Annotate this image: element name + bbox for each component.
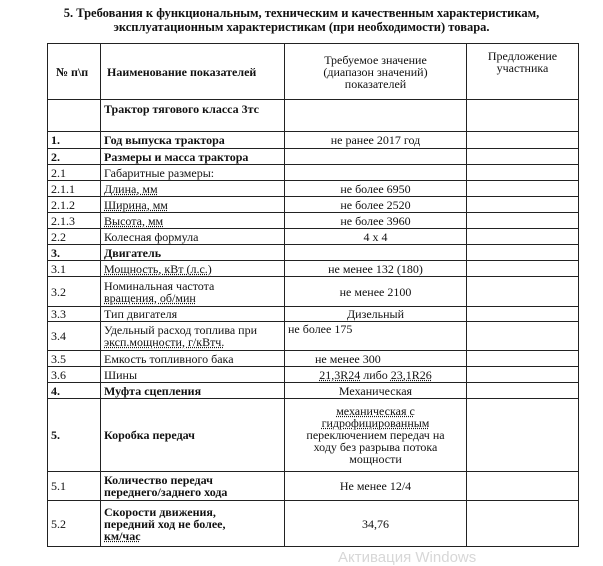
row-value: Дизельный	[285, 307, 467, 322]
row-value-line-1: механическая с	[336, 404, 415, 418]
header-required-value	[285, 44, 467, 100]
table-row	[48, 322, 579, 351]
header-offer-line-1: Предложение	[487, 49, 558, 63]
row-name: Длина, мм	[101, 181, 285, 197]
row-value	[285, 165, 467, 181]
row-value-line-2: гидрофицированным	[321, 416, 430, 430]
row-name: Шины	[101, 367, 285, 383]
row-num: 2.	[48, 149, 101, 165]
row-num: 2.2	[48, 229, 101, 245]
row-num: 3.5	[48, 351, 101, 367]
row-num: 2.1	[48, 165, 101, 181]
header-num: № п\п	[48, 44, 101, 100]
row-name: Габаритные размеры:	[101, 165, 285, 181]
row-value: Не менее 12/4	[285, 472, 467, 501]
row-value-line-5: мощности	[349, 452, 402, 466]
row-name-line-2: переднего/заднего хода	[104, 485, 228, 499]
row-value: Механическая	[285, 383, 467, 399]
row-offer	[467, 399, 579, 472]
table-row	[48, 383, 579, 399]
row-value: 4 х 4	[285, 229, 467, 245]
row-name	[101, 277, 285, 307]
windows-activation-watermark: Активация Windows	[338, 549, 477, 566]
row-name: Емкость топливного бака	[101, 351, 285, 367]
table-row	[48, 367, 579, 383]
row-name: Двигатель	[101, 245, 285, 261]
table-row	[48, 229, 579, 245]
row-offer	[467, 181, 579, 197]
row-offer	[467, 277, 579, 307]
row-offer	[467, 322, 579, 351]
row-offer	[467, 100, 579, 132]
row-name: Год выпуска трактора	[101, 132, 285, 149]
tire-size-b: 23,1R26	[390, 367, 432, 382]
row-offer	[467, 245, 579, 261]
row-name: Мощность, кВт (л.с.)	[101, 261, 285, 277]
row-num: 3.6	[48, 367, 101, 383]
row-name-line-1: Номинальная частота	[104, 278, 215, 293]
tire-size-a: 21,3R24	[319, 367, 361, 382]
tire-size-or: либо	[363, 367, 388, 382]
row-name	[101, 472, 285, 501]
row-offer	[467, 307, 579, 322]
row-value: не более 175	[285, 322, 467, 351]
row-num: 2.1.1	[48, 181, 101, 197]
header-required-line-3: показателей	[344, 76, 407, 91]
row-num: 3.2	[48, 277, 101, 307]
row-value	[285, 100, 467, 132]
row-value: не более 2520	[285, 197, 467, 213]
row-num: 5.	[48, 399, 101, 472]
heading-line-1: 5. Требования к функциональным, техническим и качественным характеристикам,	[63, 6, 540, 20]
row-name: Колесная формула	[101, 229, 285, 245]
row-offer	[467, 351, 579, 367]
row-name: Ширина, мм	[101, 197, 285, 213]
row-offer	[467, 501, 579, 547]
row-name-line-2: передний ход не более,	[104, 516, 226, 531]
table-row	[48, 165, 579, 181]
row-value	[285, 245, 467, 261]
row-name	[101, 322, 285, 351]
row-name-line-1: Скорости движения,	[104, 504, 216, 519]
row-num: 5.2	[48, 501, 101, 547]
table-row	[48, 245, 579, 261]
header-offer-line-2: участника	[496, 61, 549, 75]
table-row	[48, 132, 579, 149]
row-offer	[467, 472, 579, 501]
row-num: 3.	[48, 245, 101, 261]
row-value: не ранее 2017 год	[285, 132, 467, 149]
row-offer	[467, 197, 579, 213]
row-name: Высота, мм	[101, 213, 285, 229]
row-name-line-1: Удельный расход топлива при	[104, 323, 258, 337]
row-offer	[467, 165, 579, 181]
table-row	[48, 472, 579, 501]
row-offer	[467, 149, 579, 165]
row-num: 3.3	[48, 307, 101, 322]
row-num: 3.4	[48, 322, 101, 351]
table-header-row	[48, 44, 579, 100]
row-name	[101, 501, 285, 547]
row-offer	[467, 132, 579, 149]
row-offer	[467, 261, 579, 277]
row-offer	[467, 367, 579, 383]
row-value	[285, 149, 467, 165]
requirements-table	[47, 43, 579, 547]
row-value: не менее 300	[285, 351, 467, 367]
row-name-line-3: км/час	[104, 528, 141, 543]
row-name: Тип двигателя	[101, 307, 285, 322]
row-value: 34,76	[285, 501, 467, 547]
row-num: 2.1.3	[48, 213, 101, 229]
row-offer	[467, 383, 579, 399]
row-num	[48, 100, 101, 132]
table-row	[48, 261, 579, 277]
header-offer	[467, 44, 579, 100]
table-row	[48, 399, 579, 472]
table-row	[48, 501, 579, 547]
header-required-line-2: (диапазон значений)	[323, 64, 428, 79]
row-value: не менее 2100	[285, 277, 467, 307]
row-name: Коробка передач	[101, 399, 285, 472]
row-value: не более 3960	[285, 213, 467, 229]
row-num: 2.1.2	[48, 197, 101, 213]
table-row	[48, 181, 579, 197]
row-num: 4.	[48, 383, 101, 399]
heading-line-2: эксплуатационным характеристикам (при необходимости) товара.	[113, 20, 490, 34]
section-heading	[0, 6, 603, 34]
row-value	[285, 367, 467, 383]
table-row	[48, 149, 579, 165]
table-row	[48, 197, 579, 213]
row-offer	[467, 213, 579, 229]
row-num: 1.	[48, 132, 101, 149]
row-value: не более 6950	[285, 181, 467, 197]
row-num: 3.1	[48, 261, 101, 277]
row-name-line-2: вращения, об/мин	[104, 290, 196, 305]
row-value: не менее 132 (180)	[285, 261, 467, 277]
row-value-line-4: ходу без разрыва потока	[313, 440, 438, 454]
table-row	[48, 213, 579, 229]
row-name-line-1: Количество передач	[104, 473, 213, 487]
row-offer	[467, 229, 579, 245]
row-value-line-3: переключением передач на	[306, 428, 445, 442]
table-row	[48, 351, 579, 367]
row-name: Трактор тягового класса 3тс	[101, 100, 285, 132]
row-name: Муфта сцепления	[101, 383, 285, 399]
table-row	[48, 100, 579, 132]
row-num: 5.1	[48, 472, 101, 501]
row-name: Размеры и масса трактора	[101, 149, 285, 165]
row-value	[285, 399, 467, 472]
header-name: Наименование показателей	[101, 44, 285, 100]
table-row	[48, 307, 579, 322]
row-name-line-2: эксп.мощности, г/кВтч.	[104, 335, 225, 349]
header-required-line-1: Требуемое значение	[324, 52, 427, 67]
table-row	[48, 277, 579, 307]
